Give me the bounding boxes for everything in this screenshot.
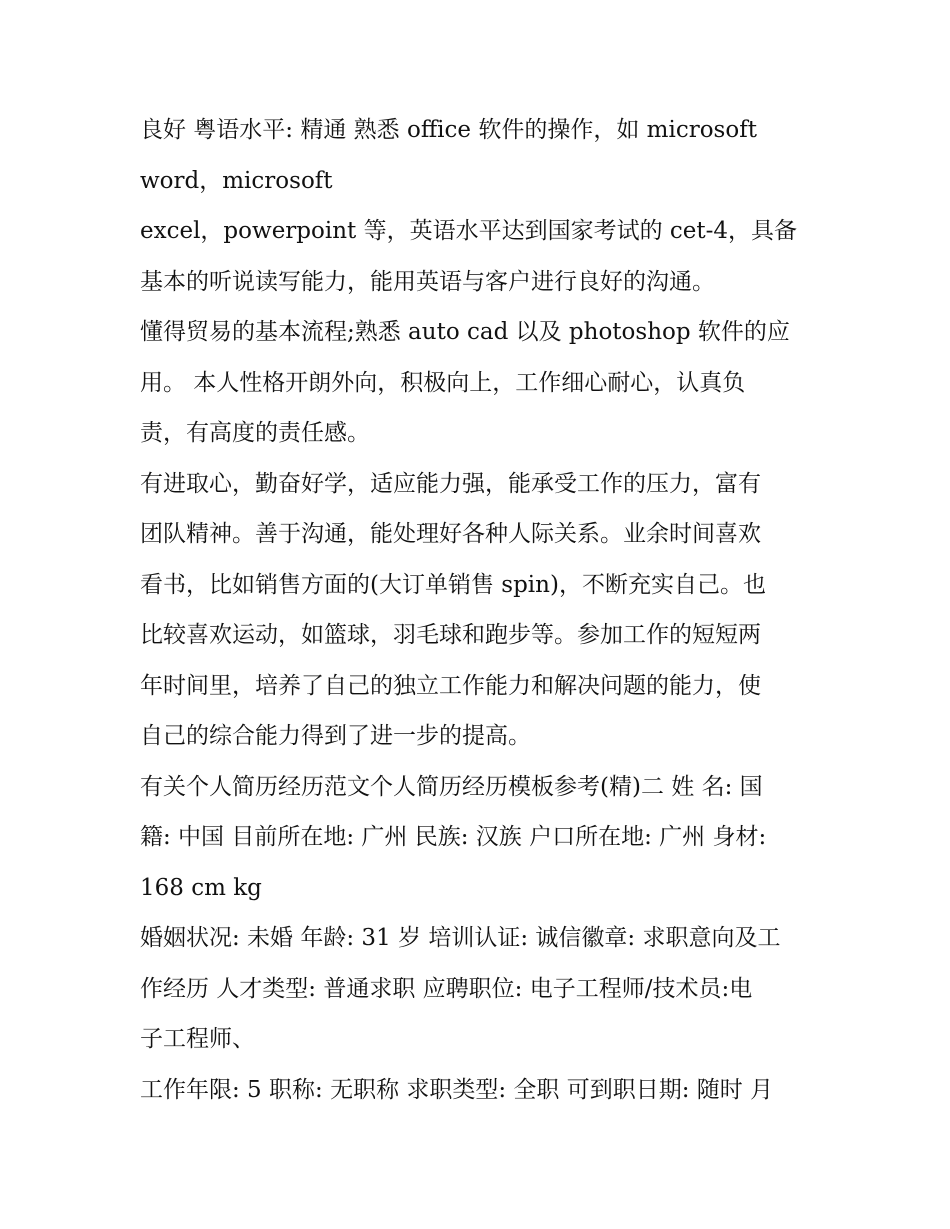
text-line: word，microsoft bbox=[140, 167, 333, 194]
text-line: 懂得贸易的基本流程;熟悉 auto cad 以及 photoshop 软件的应 bbox=[140, 319, 790, 345]
document-body-text bbox=[140, 105, 820, 1115]
text-line: 团队精神。善于沟通，能处理好各种人际关系。业余时间喜欢 bbox=[140, 521, 761, 547]
text-line: 有进取心，勤奋好学，适应能力强，能承受工作的压力，富有 bbox=[140, 470, 761, 497]
text-line: 工作年限: 5 职称: 无职称 求职类型: 全职 可到职日期: 随时 月 bbox=[140, 1076, 774, 1103]
text-line: 用。 本人性格开朗外向，积极向上，工作细心耐心，认真负 bbox=[140, 369, 746, 396]
text-line: 良好 粤语水平: 精通 熟悉 office 软件的操作，如 microsoft bbox=[140, 117, 757, 143]
text-line: 作经历 人才类型: 普通求职 应聘职位: 电子工程师/技术员:电 bbox=[140, 975, 753, 1002]
text-line: 子工程师、 bbox=[140, 1026, 255, 1052]
text-line: 基本的听说读写能力，能用英语与客户进行良好的沟通。 bbox=[140, 268, 715, 295]
text-line: excel，powerpoint 等，英语水平达到国家考试的 cet-4，具备 bbox=[140, 218, 798, 244]
text-line: 婚姻状况: 未婚 年龄: 31 岁 培训认证: 诚信徽章: 求职意向及工 bbox=[140, 925, 781, 951]
text-line: 比较喜欢运动，如篮球，羽毛球和跑步等。参加工作的短短两 bbox=[140, 622, 761, 648]
text-line: 籍: 中国 目前所在地: 广州 民族: 汉族 户口所在地: 广州 身材: bbox=[140, 824, 767, 850]
text-line: 自己的综合能力得到了进一步的提高。 bbox=[140, 723, 531, 749]
text-line: 看书，比如销售方面的(大订单销售 spin)，不断充实自己。也 bbox=[140, 571, 766, 598]
text-line: 责，有高度的责任感。 bbox=[140, 420, 370, 446]
text-line: 有关个人简历经历范文个人简历经历模板参考(精)二 姓 名: 国 bbox=[140, 773, 763, 800]
text-line: 年时间里，培养了自己的独立工作能力和解决问题的能力，使 bbox=[140, 672, 761, 699]
text-line: 168 cm kg bbox=[140, 874, 262, 901]
